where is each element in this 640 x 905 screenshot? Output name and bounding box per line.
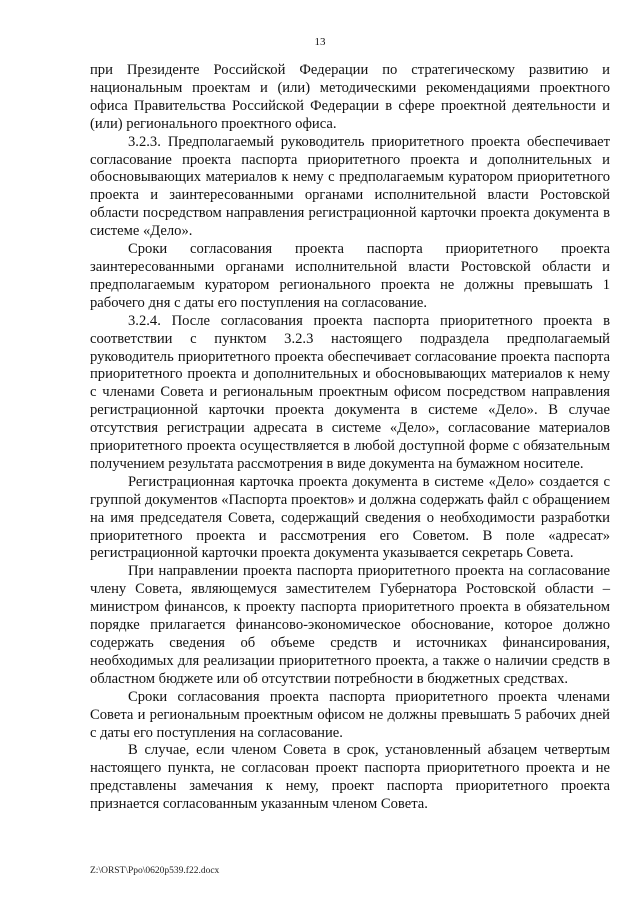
paragraph-3-2-4: 3.2.4. После согласования проекта паспорта приоритетного проекта в соответствии с пунктом 3.2.3 настоящего подраздела предполагаемый руководитель приоритетного проекта обеспечивает согласование проекта паспорта приоритетного проекта и дополнительных и обосновывающих материалов к нему с членами Совета и региональным проектным офисом посредством направления регистрационной карточки проекта документа в системе «Дело». В случае отсутствия регистрации адресата в системе «Дело», согласование материалов приоритетного проекта осуществляется в любой доступной форме с обязательным получением результата рассмотрения в виде документа на бумажном носителе. [90,312,610,472]
paragraph-registration-card: Регистрационная карточка проекта документа в системе «Дело» создается с группой документов «Паспорта проектов» и должна содержать файл с обращением на имя председателя Совета, содержащий сведения о необходимости разработки приоритетного проекта и рассмотрения его Советом. В поле «адресат» регистрационной карточки проекта документа указывается секретарь Совета. [90,473,610,562]
paragraph-3-2-3: 3.2.3. Предполагаемый руководитель приоритетного проекта обеспечивает согласование проекта паспорта приоритетного проекта и дополнительных и обосновывающих материалов к нему с предполагаемым куратором приоритетного проекта и заинтересованными органами исполнительной власти Ростовской области посредством направления регистрационной карточки проекта документа в системе «Дело». [90,133,610,240]
paragraph-approval-deadline: Сроки согласования проекта паспорта приоритетного проекта заинтересованными органами исполнительной власти Ростовской области и предполагаемым куратором регионального проекта не должны превышать 1 рабочего дня с даты его поступления на согласование. [90,241,610,311]
paragraph-implicit-approval: В случае, если членом Совета в срок, установленный абзацем четвертым настоящего пункта, не согласован проект паспорта приоритетного проекта и не представлены замечания к нему, проект паспорта приоритетного проекта признается согласованным указанным членом Совета. [90,742,610,813]
page-number: 13 [314,36,326,48]
document-body [90,62,610,814]
paragraph-finance-justification: При направлении проекта паспорта приоритетного проекта на согласование члену Совета, являющемуся заместителем Губернатора Ростовской области – министром финансов, к проекту паспорта приоритетного проекта в обязательном порядке прилагается финансово-экономическое обоснование, которое должно содержать сведения об объеме средств и источниках финансирования, необходимых для реализации приоритетного проекта, а также о наличии средств в областном бюджете или об отсутствии потребности в бюджетных средствах. [90,563,610,687]
file-path-footer: Z:\ORST\Ppo\0620p539.f22.docx [90,866,220,876]
paragraph-continuation: при Президенте Российской Федерации по стратегическому развитию и национальным проектам и (или) методическими рекомендациями проектного офиса Правительства Российской Федерации в сфере проектной деятельности и (или) регионального проектного офиса. [90,62,610,132]
paragraph-council-deadline: Сроки согласования проекта паспорта приоритетного проекта членами Совета и региональным проектным офисом не должны превышать 5 рабочих дней с даты его поступления на согласование. [90,688,610,741]
